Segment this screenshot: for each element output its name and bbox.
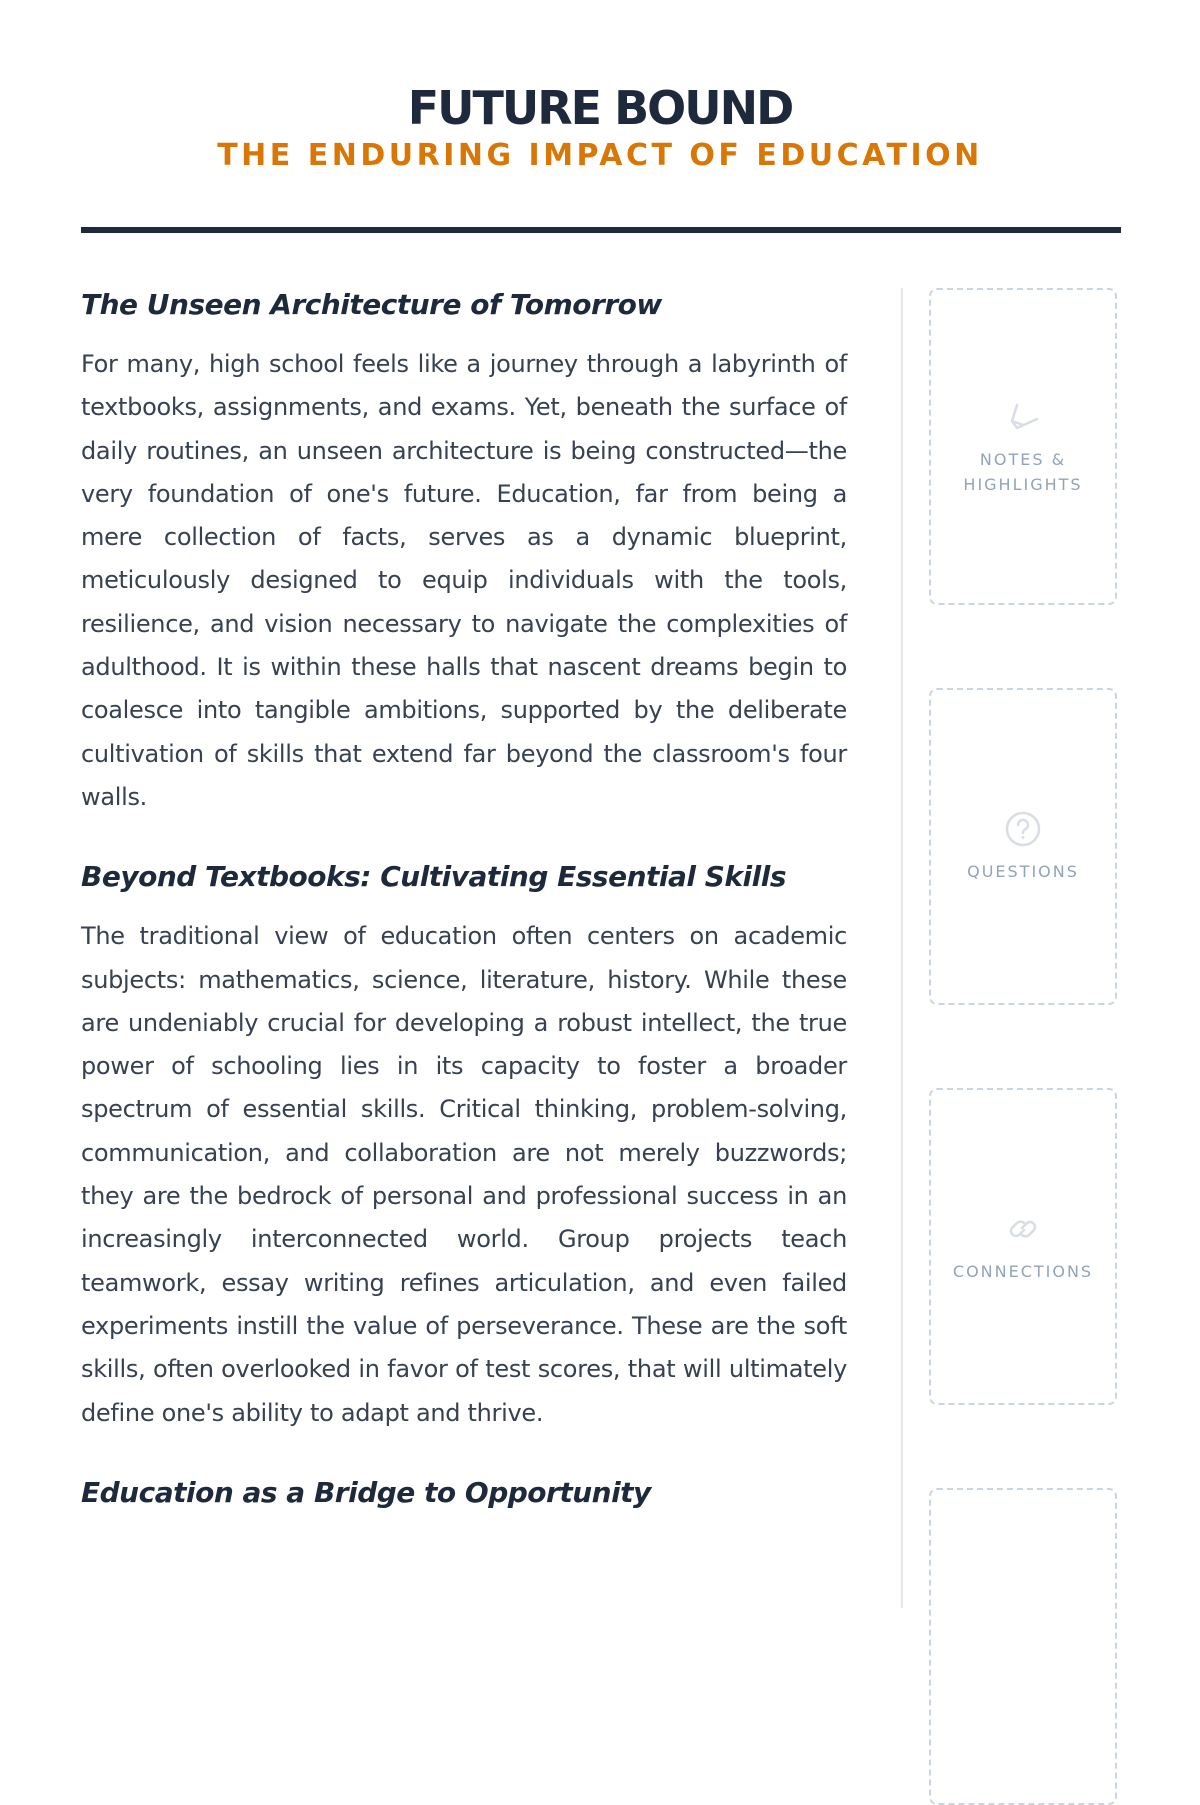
page-header <box>0 80 1200 176</box>
link-icon <box>1003 1209 1043 1249</box>
pen-icon <box>1003 397 1043 437</box>
header-divider <box>81 227 1121 233</box>
section-paragraph: For many, high school feels like a journey through a labyrinth of textbooks, assignments, and exams. Yet, beneath the surface of daily routines, an unseen architecture is being constructed—the very foundation of one's future. Education, far from being a mere collection of facts, serves as a dynamic blueprint, meticulously designed to equip individuals with the tools, resilience, and vision necessary to navigate the complexities of adulthood. It is within these halls that nascent dreams begin to coalesce into tangible ambitions, supported by the deliberate cultivation of skills that extend far beyond the classroom's four walls. <box>81 350 847 811</box>
section-heading: Education as a Bridge to Opportunity <box>81 1475 651 1509</box>
section-beyond-textbooks <box>81 857 847 1435</box>
notes-highlights-card[interactable] <box>929 288 1117 605</box>
card-label: CONNECTIONS <box>952 1262 1094 1281</box>
page-title: FUTURE BOUND <box>407 81 793 135</box>
article-body <box>81 285 847 1551</box>
section-bridge-to-opportunity <box>81 1473 847 1513</box>
question-circle-icon <box>1003 809 1043 849</box>
connections-card[interactable] <box>929 1088 1117 1405</box>
section-paragraph: The traditional view of education often centers on academic subjects: mathematics, science, literature, history. While these are undeniably crucial for developing a robust intellect, the true power of schooling lies in its capacity to foster a broader spectrum of essential skills. Critical thinking, problem-solving, communication, and collaboration are not merely buzzwords; they are the bedrock of personal and professional success in an increasingly interconnected world. Group projects teach teamwork, essay writing refines articulation, and even failed experiments instill the value of perseverance. These are the soft skills, often overlooked in favor of test scores, that will ultimately define one's ability to adapt and thrive. <box>81 922 847 1427</box>
sidebar-divider <box>901 288 903 1608</box>
card-label: QUESTIONS <box>967 862 1079 881</box>
section-unseen-architecture <box>81 285 847 819</box>
questions-card[interactable] <box>929 688 1117 1005</box>
section-heading: The Unseen Architecture of Tomorrow <box>81 288 662 321</box>
page-subtitle: THE ENDURING IMPACT OF EDUCATION <box>217 138 983 173</box>
section-heading: Beyond Textbooks: Cultivating Essential Skills <box>81 860 786 894</box>
sidebar-card-4[interactable] <box>929 1488 1117 1805</box>
card-label: NOTES & HIGHLIGHTS <box>963 449 1083 494</box>
